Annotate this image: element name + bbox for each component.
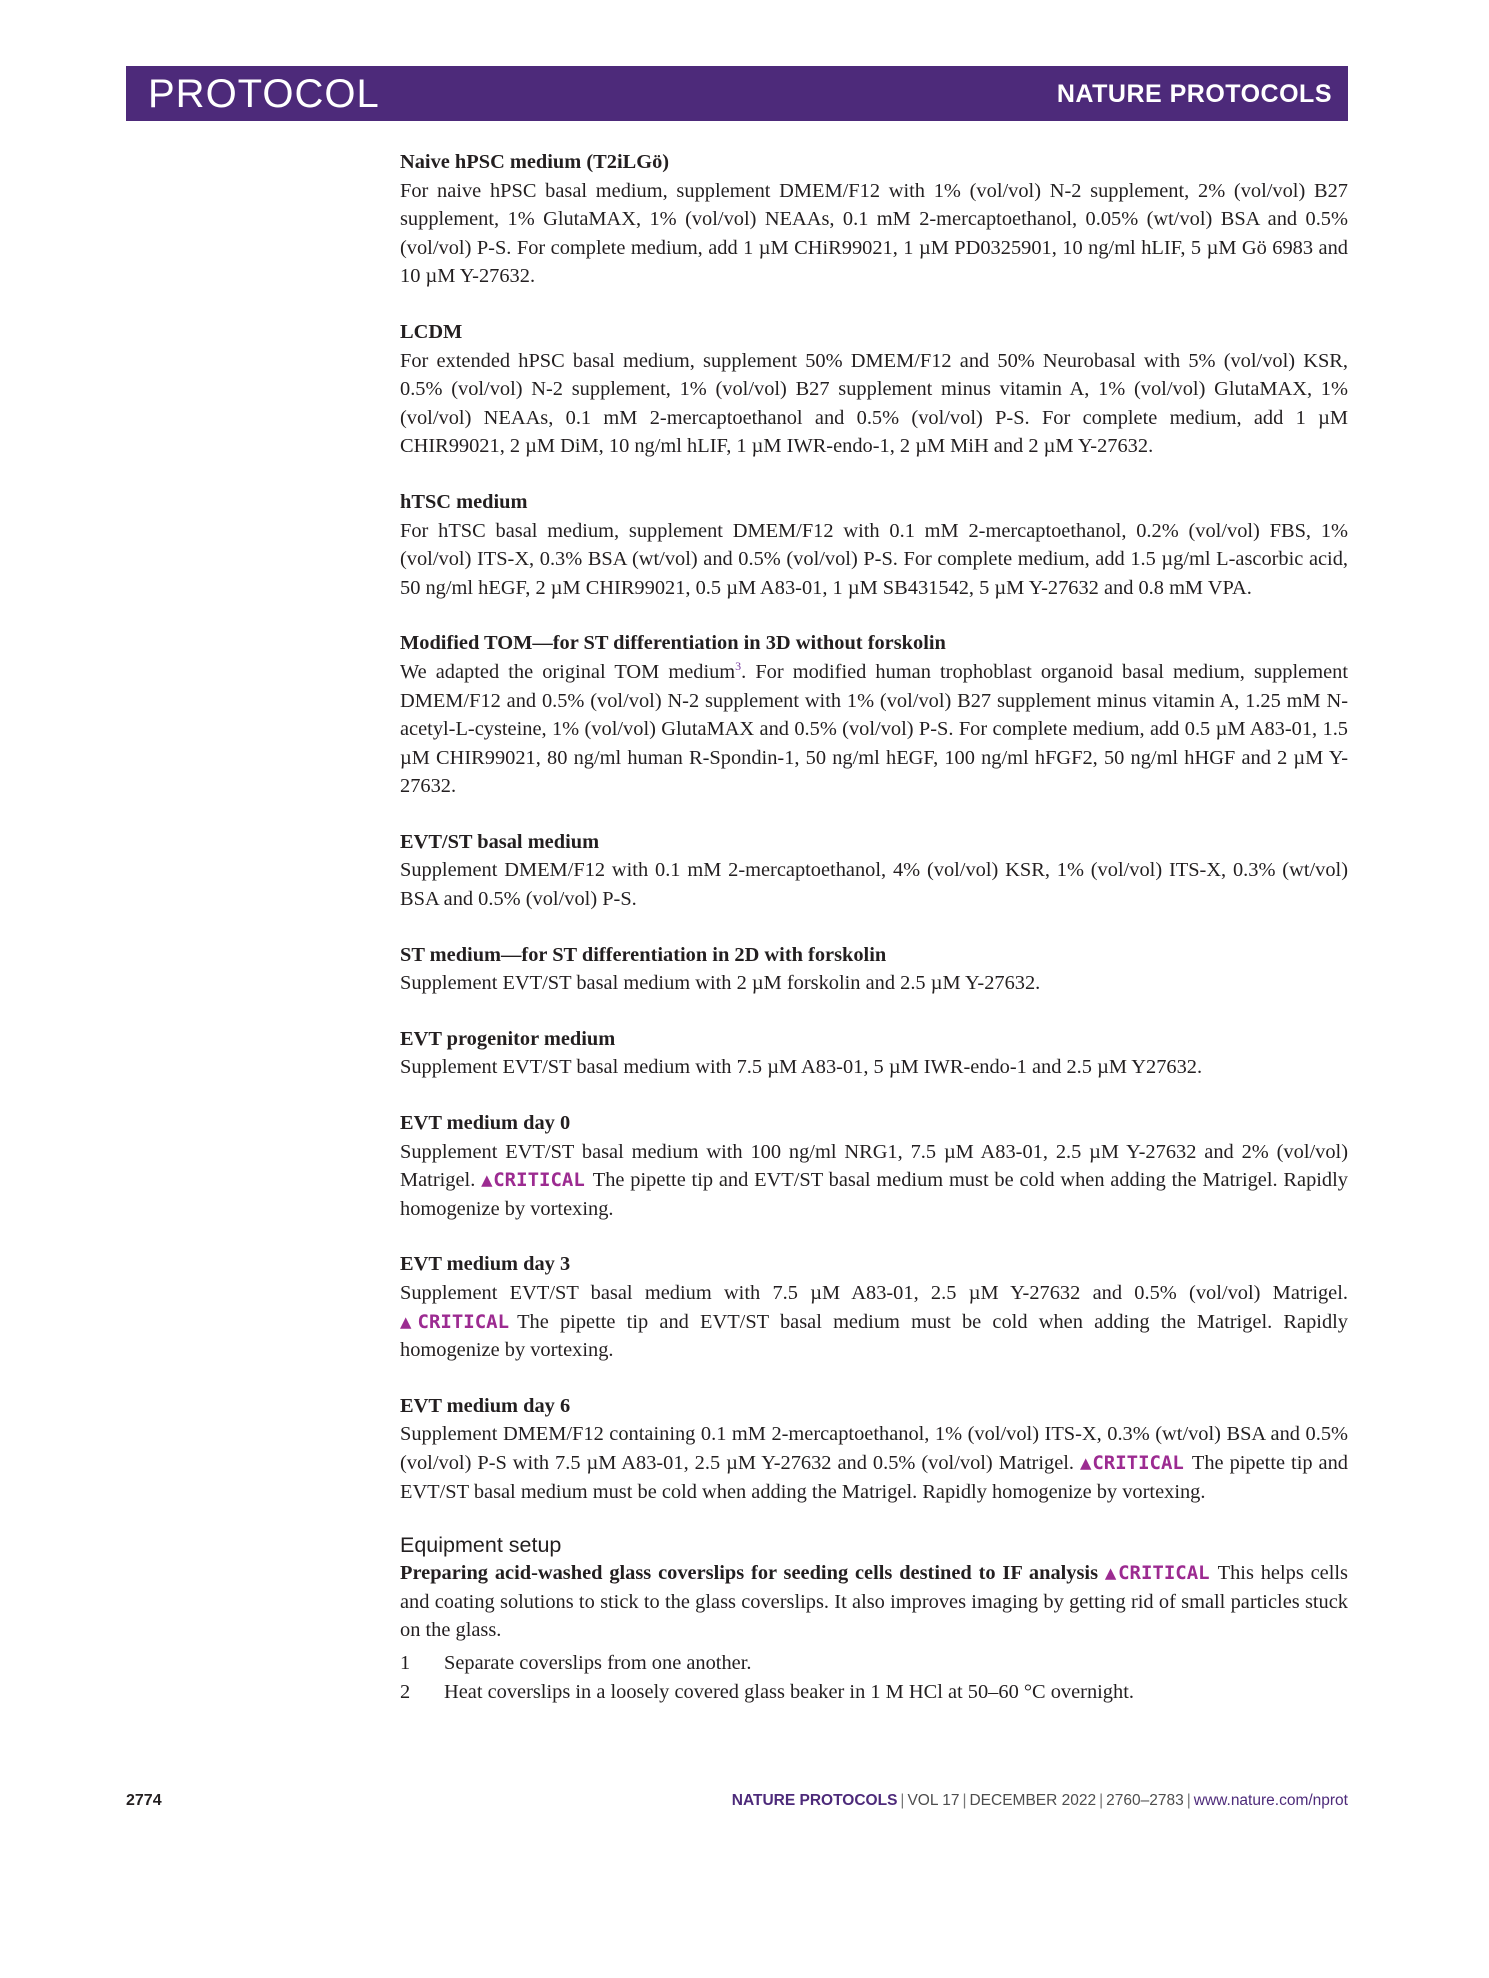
footer-volume: VOL 17 bbox=[907, 1792, 960, 1809]
section-title: Naive hPSC medium (T2iLGö) bbox=[400, 151, 670, 173]
section-evt-medium-day-6 bbox=[400, 1392, 1348, 1506]
section-title: ST medium—for ST differentiation in 2D with forskolin bbox=[400, 943, 887, 966]
section-text: Supplement EVT/ST basal medium with 7.5 µM A83-01, 5 µM IWR-endo-1 and 2.5 µM Y27632. bbox=[400, 1056, 1203, 1079]
text-part: Supplement DMEM/F12 containing 0.1 mM 2-mercaptoethanol, 1% (vol/vol) ITS-X, 0.3% (wt/vol) BSA and 0.5% (vol/vol) P-S with 7.5 µM A83-01, 2.5 µM Y-27632 and 0.5% (vol/vol) Matrigel. bbox=[400, 1423, 1348, 1474]
section-title: EVT progenitor medium bbox=[400, 1027, 616, 1050]
section-label: PROTOCOL bbox=[148, 72, 380, 116]
journal-name: NATURE PROTOCOLS bbox=[1056, 80, 1332, 108]
text-part: Supplement EVT/ST basal medium with 7.5 µM A83-01, 2.5 µM Y-27632 and 0.5% (vol/vol) Matrigel. bbox=[400, 1282, 1348, 1304]
section-title: hTSC medium bbox=[400, 490, 528, 513]
critical-label: ▲CRITICAL bbox=[400, 1310, 510, 1333]
section-equipment-setup bbox=[400, 1531, 1348, 1706]
step-number: 1 bbox=[400, 1651, 411, 1674]
section-evt-st-basal-medium bbox=[400, 828, 1348, 914]
section-title: EVT medium day 3 bbox=[400, 1253, 571, 1276]
text-part: The pipette tip and EVT/ST basal medium must be cold when adding the Matrigel. Rapidly homogenize by vortexing. bbox=[400, 1451, 1348, 1503]
section-text: For naive hPSC basal medium, supplement DMEM/F12 with 1% (vol/vol) N-2 supplement, 2% (vol/vol) B27 supplement, 1% GlutaMAX, 1% (vol/vol) NEAAs, 0.1 mM 2-mercaptoethanol, 0.05% (wt/vol) BSA and 0.5% (vol/vol) P-S. For complete medium, add 1 µM CHiR99021, 1 µM PD0325901, 10 ng/ml hLIF, 5 µM Gö 6983 and 10 µM Y-27632. bbox=[400, 179, 1348, 288]
reference-link[interactable]: 3 bbox=[735, 659, 742, 674]
equipment-subheading: Preparing acid-washed glass coverslips for seeding cells destined to IF analysis bbox=[400, 1562, 1099, 1585]
step-number: 2 bbox=[400, 1680, 411, 1703]
section-title: LCDM bbox=[400, 320, 463, 343]
section-text bbox=[400, 1279, 1348, 1365]
section-evt-medium-day-0 bbox=[400, 1109, 1348, 1223]
text-part: Supplement EVT/ST basal medium with 100 ng/ml NRG1, 7.5 µM A83-01, 2.5 µM Y-27632 and 2% (vol/vol) Matrigel. bbox=[400, 1140, 1348, 1192]
equipment-heading: Equipment setup bbox=[400, 1533, 562, 1558]
critical-label: ▲CRITICAL bbox=[1080, 1451, 1184, 1474]
footer-journal: NATURE PROTOCOLS bbox=[731, 1792, 898, 1809]
list-item bbox=[400, 1678, 1348, 1707]
section-text bbox=[400, 658, 1348, 801]
section-htsc-medium bbox=[400, 488, 1348, 602]
step-text: Heat coverslips in a loosely covered glass beaker in 1 M HCl at 50–60 °C overnight. bbox=[444, 1680, 1134, 1703]
header-bar bbox=[126, 66, 1348, 121]
section-text: For extended hPSC basal medium, supplement 50% DMEM/F12 and 50% Neurobasal with 5% (vol/vol) KSR, 0.5% (vol/vol) N-2 supplement, 1% (vol/vol) B27 supplement minus vitamin A, 1% (vol/vol) GlutaMAX, 1% (vol/vol) NEAAs, 0.1 mM 2-mercaptoethanol and 0.5% (vol/vol) P-S. For complete medium, add 1 µM CHIR99021, 2 µM DiM, 10 ng/ml hLIF, 1 µM IWR-endo-1, 2 µM MiH and 2 µM Y-27632. bbox=[400, 349, 1348, 458]
text-part: The pipette tip and EVT/ST basal medium must be cold when adding the Matrigel. Rapidly homogenize by vortexing. bbox=[400, 1169, 1348, 1220]
footer-citation: NATURE PROTOCOLS | VOL 17 | DECEMBER 2022 | 2760–2783 | www.nature.com/nprot bbox=[731, 1792, 1348, 1809]
critical-label: ▲CRITICAL bbox=[481, 1169, 585, 1192]
main-content bbox=[400, 148, 1348, 1733]
section-naive-hpsc-medium bbox=[400, 148, 1348, 291]
section-title: EVT/ST basal medium bbox=[400, 830, 600, 853]
section-evt-medium-day-3 bbox=[400, 1250, 1348, 1364]
text-part: The pipette tip and EVT/ST basal medium must be cold when adding the Matrigel. Rapidly homogenize by vortexing. bbox=[400, 1310, 1348, 1362]
section-st-medium bbox=[400, 941, 1348, 998]
text-part: This helps cells and coating solutions to stick to the glass coverslips. It also improves imaging by getting rid of small particles stuck on the glass. bbox=[400, 1562, 1348, 1642]
section-title: Modified TOM—for ST differentiation in 3D without forskolin bbox=[400, 632, 946, 655]
section-text: Supplement EVT/ST basal medium with 2 µM forskolin and 2.5 µM Y-27632. bbox=[400, 972, 1041, 995]
section-title: EVT medium day 0 bbox=[400, 1112, 571, 1135]
critical-label: ▲CRITICAL bbox=[1104, 1562, 1210, 1585]
section-text: Supplement DMEM/F12 with 0.1 mM 2-mercaptoethanol, 4% (vol/vol) KSR, 1% (vol/vol) ITS-X, 0.3% (wt/vol) BSA and 0.5% (vol/vol) P-S. bbox=[400, 859, 1348, 911]
section-evt-progenitor-medium bbox=[400, 1025, 1348, 1082]
section-lcdm bbox=[400, 318, 1348, 461]
text-part: . For modified human trophoblast organoid basal medium, supplement DMEM/F12 and 0.5% (vol/vol) N-2 supplement with 1% (vol/vol) B27 supplement minus vitamin A, 1.25 mM N-acetyl-L-cysteine, 1% (vol/vol) GlutaMAX and 0.5% (vol/vol) P-S. For complete medium, add 0.5 µM A83-01, 1.5 µM CHIR99021, 80 ng/ml human R-Spondin-1, 50 ng/ml hEGF, 100 ng/ml hFGF2, 50 ng/ml hHGF and 2 µM Y-27632. bbox=[400, 660, 1348, 798]
section-text: For hTSC basal medium, supplement DMEM/F12 with 0.1 mM 2-mercaptoethanol, 0.2% (vol/vol) FBS, 1% (vol/vol) ITS-X, 0.3% BSA (wt/vol) and 0.5% (vol/vol) P-S. For complete medium, add 1.5 µg/ml L-ascorbic acid, 50 ng/ml hEGF, 2 µM CHIR99021, 0.5 µM A83-01, 1 µM SB431542, 5 µM Y-27632 and 0.8 mM VPA. bbox=[400, 519, 1348, 599]
section-modified-tom bbox=[400, 629, 1348, 801]
page-number: 2774 bbox=[126, 1792, 162, 1809]
section-text bbox=[400, 1138, 1348, 1224]
step-text: Separate coverslips from one another. bbox=[444, 1651, 752, 1674]
equipment-text bbox=[400, 1559, 1348, 1645]
list-item bbox=[400, 1649, 1348, 1678]
section-title: EVT medium day 6 bbox=[400, 1394, 571, 1417]
footer-pages: 2760–2783 bbox=[1106, 1792, 1184, 1809]
steps-list bbox=[400, 1649, 1348, 1706]
text-part: We adapted the original TOM medium bbox=[400, 660, 736, 683]
footer-url-link[interactable]: www.nature.com/nprot bbox=[1193, 1792, 1348, 1809]
footer-date: DECEMBER 2022 bbox=[969, 1792, 1097, 1809]
section-text bbox=[400, 1420, 1348, 1506]
